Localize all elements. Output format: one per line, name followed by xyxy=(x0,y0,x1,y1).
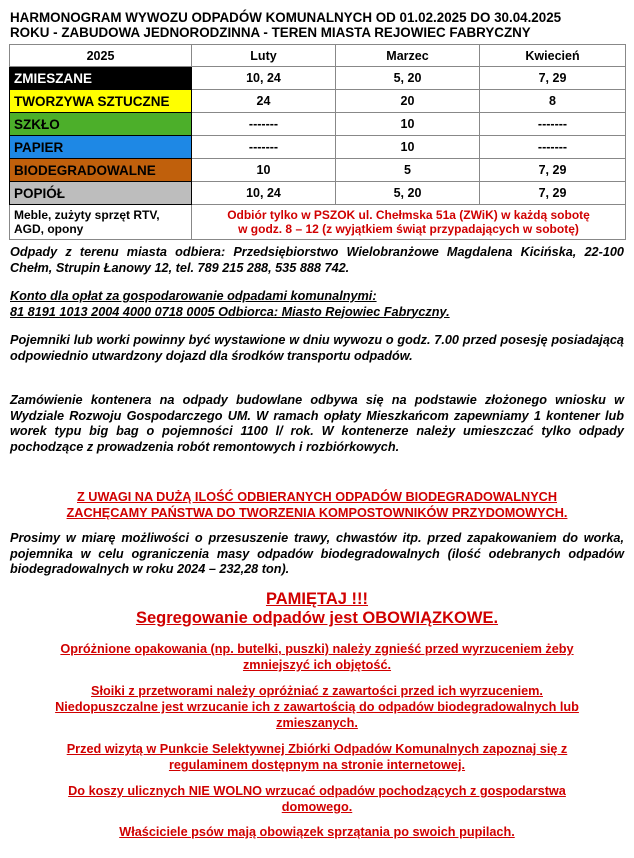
rule-line: Przed wizytą w Punkcie Selektywnej Zbiórki Odpadów Komunalnych zapoznaj się z xyxy=(66,742,568,756)
rule-dog-owners: Właściciele psów mają obowiązek sprzątania po swoich pupilach. xyxy=(119,825,515,839)
rule-crush-packaging xyxy=(10,641,624,673)
title-line-1: HARMONOGRAM WYWOZU ODPADÓW KOMUNALNYCH OD 01.02.2025 DO 30.04.2025 xyxy=(10,10,562,25)
pickup-dates-cell: 7, 29 xyxy=(480,67,626,90)
waste-category-cell: PAPIER xyxy=(10,136,192,159)
rule-line: zmieszanych. xyxy=(276,716,358,730)
account-line: 81 8191 1013 2004 4000 0718 0005 Odbiorca: Miasto Rejowiec Fabryczny. xyxy=(10,304,450,319)
column-header-month: Luty xyxy=(192,45,336,67)
pickup-dates-cell: 5 xyxy=(336,159,480,182)
table-row xyxy=(10,136,626,159)
rule-line: zmniejszyć ich objętość. xyxy=(242,658,392,672)
pickup-dates-cell: ------- xyxy=(192,113,336,136)
rule-empty-jars xyxy=(10,683,624,731)
composting-notice-line: ZACHĘCAMY PAŃSTWA DO TWORZENIA KOMPOSTOWNIKÓW PRZYDOMOWYCH. xyxy=(66,506,568,520)
bulky-waste-label xyxy=(10,205,192,240)
table-row xyxy=(10,159,626,182)
rule-line: Słoiki z przetworami należy opróżniać z zawartości przed ich wyrzuceniem. xyxy=(91,684,543,698)
column-header-month: Kwiecień xyxy=(480,45,626,67)
table-header-row xyxy=(10,45,626,67)
rule-line: Do koszy ulicznych NIE WOLNO wrzucać odpadów pochodzących z gospodarstwa xyxy=(68,784,566,798)
pickup-dates-cell: 10, 24 xyxy=(192,67,336,90)
table-row xyxy=(10,67,626,90)
waste-category-cell: TWORZYWA SZTUCZNE xyxy=(10,90,192,113)
pickup-dates-cell: 10 xyxy=(336,113,480,136)
bulky-waste-label-line: AGD, opony xyxy=(14,222,84,236)
document-title xyxy=(10,10,624,40)
pickup-dates-cell: 24 xyxy=(192,90,336,113)
pickup-dates-cell: 10 xyxy=(192,159,336,182)
rule-line: regulaminem dostępnym na stronie internetowej. xyxy=(168,758,466,772)
rule-line: Niedopuszczalne jest wrzucanie ich z zawartością do odpadów biodegradowalnych lub xyxy=(55,700,579,714)
bulky-waste-label-line: Meble, zużyty sprzęt RTV, xyxy=(14,208,160,222)
bank-account-info xyxy=(10,289,624,320)
reminder-subtitle: Segregowanie odpadów jest OBOWIĄZKOWE. xyxy=(135,609,499,627)
pickup-dates-cell: ------- xyxy=(480,136,626,159)
pszok-note-line: w godz. 8 – 12 (z wyjątkiem świąt przypadających w sobotę) xyxy=(238,222,579,236)
pickup-dates-cell: 7, 29 xyxy=(480,182,626,205)
pickup-dates-cell: ------- xyxy=(192,136,336,159)
waste-category-cell: ZMIESZANE xyxy=(10,67,192,90)
pickup-dates-cell: 8 xyxy=(480,90,626,113)
containers-info: Pojemniki lub worki powinny być wystawione w dniu wywozu o godz. 7.00 przed posesję posiadającą odpowiednio utwardzony dojazd dla środków transportu odpadów. xyxy=(10,333,624,363)
collection-schedule-table xyxy=(9,44,626,240)
rule-pszok-regulations xyxy=(10,741,624,773)
table-row xyxy=(10,90,626,113)
account-line: Konto dla opłat za gospodarowanie odpadami komunalnymi: xyxy=(10,289,377,303)
reminder-title: PAMIĘTAJ !!! xyxy=(265,590,369,608)
collector-info: Odpady z terenu miasta odbiera: Przedsiębiorstwo Wielobranżowe Magdalena Kicińska, 22-100 Chełm, Strupin Łanowy 12, tel. 789 215 288, 535 888 742. xyxy=(10,245,624,275)
building-waste-info: Zamówienie kontenera na odpady budowlane odbywa się na podstawie złożonego wniosku w Wydziale Rozwoju Gospodarczego UM. W ramach opłaty Mieszkańcom zapewniamy 1 kontener lub worek typu big bag o pojemności 1100 l/ rok. W kontenerze należy umieszczać tylko odpady pochodzące z prowadzenia robót remontowych i rozbiórkowych. xyxy=(10,393,624,454)
title-line-2: ROKU - ZABUDOWA JEDNORODZINNA - TEREN MIASTA REJOWIEC FABRYCZNY xyxy=(10,25,531,40)
waste-category-cell: SZKŁO xyxy=(10,113,192,136)
waste-category-cell: POPIÓŁ xyxy=(10,182,192,205)
table-row-bulky-waste xyxy=(10,205,626,240)
pickup-dates-cell: 10 xyxy=(336,136,480,159)
pickup-dates-cell: 10, 24 xyxy=(192,182,336,205)
pszok-note xyxy=(192,205,626,240)
pszok-note-line: Odbiór tylko w PSZOK ul. Chełmska 51a (ZWiK) w każdą sobotę xyxy=(227,208,590,222)
rule-street-bins xyxy=(10,783,624,815)
table-row xyxy=(10,113,626,136)
table-row xyxy=(10,182,626,205)
column-header-month: Marzec xyxy=(336,45,480,67)
pickup-dates-cell: 7, 29 xyxy=(480,159,626,182)
waste-category-cell: BIODEGRADOWALNE xyxy=(10,159,192,182)
rule-line: Opróżnione opakowania (np. butelki, puszki) należy zgnieść przed wyrzuceniem żeby xyxy=(60,642,574,656)
rule-line: domowego. xyxy=(281,800,353,814)
pickup-dates-cell: 5, 20 xyxy=(336,182,480,205)
pickup-dates-cell: ------- xyxy=(480,113,626,136)
column-header-year: 2025 xyxy=(10,45,192,67)
composting-notice xyxy=(10,489,624,521)
grass-drying-info: Prosimy w miarę możliwości o przesuszenie trawy, chwastów itp. przed zapakowaniem do worka, pojemnika w celu ograniczenia masy odpadów biodegradowalnych (ilość odebranych odpadów biodegradowalnych w roku 2024 – 232,28 ton). xyxy=(10,531,624,576)
pickup-dates-cell: 5, 20 xyxy=(336,67,480,90)
composting-notice-line: Z UWAGI NA DUŻĄ ILOŚĆ ODBIERANYCH ODPADÓW BIODEGRADOWALNYCH xyxy=(77,490,557,504)
pickup-dates-cell: 20 xyxy=(336,90,480,113)
